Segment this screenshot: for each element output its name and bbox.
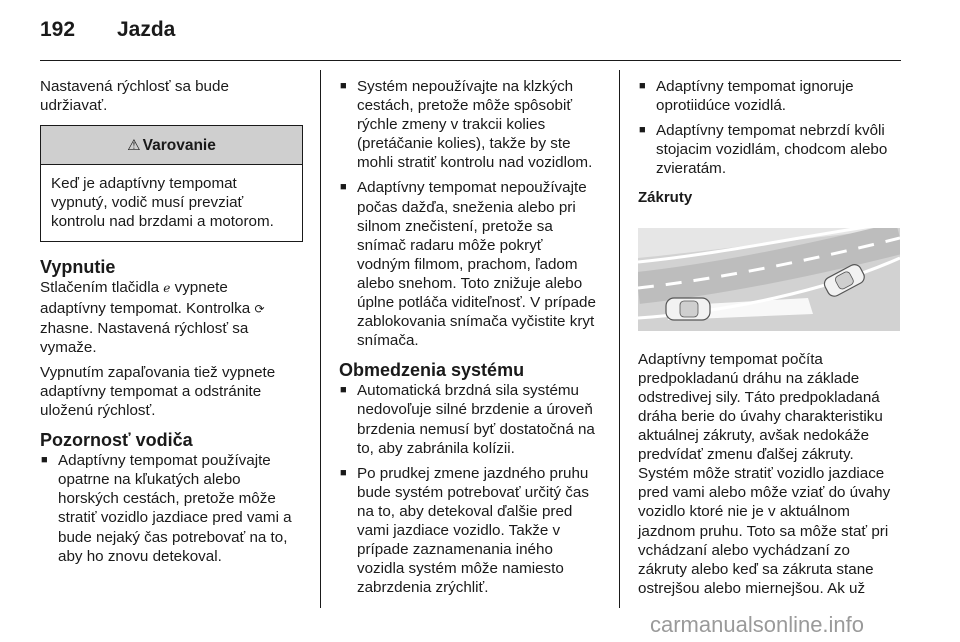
text-line: zhasne. Nastavená rýchlosť sa xyxy=(40,319,249,337)
curve-road-illustration xyxy=(638,228,900,331)
text-line: adaptívny tempomat a odstránite xyxy=(40,382,262,400)
section-heading-obmedzenia: Obmedzenia systému xyxy=(339,360,525,381)
list-item: ■ Adaptívny tempomat nepoužívajte počas dažďa, sneženia alebo pri silnom znečistení, pretože sa snímač radaru môže pokryť vodným filmom, prachom, ľadom alebo snehom. Toto znižuje alebo úplne potláča viditeľnosť. V prípade zablokovania snímača vyčistite kryt snímača. xyxy=(339,178,604,350)
list-item: ■ Adaptívny tempomat používajte opatrne na kľukatých alebo horských cestách, pretože môže stratiť vozidlo jazdiace pred vami a bude nejaký čas potrebovať na to, aby ho znovu detekoval. xyxy=(40,451,303,566)
intro-paragraph xyxy=(40,77,303,115)
warning-triangle-icon: ⚠ xyxy=(127,136,141,154)
warning-body xyxy=(41,165,302,241)
page-number: 192 xyxy=(40,18,76,41)
bullet-list xyxy=(339,77,604,350)
column-2 xyxy=(339,77,604,603)
cruise-indicator-icon: ⟳ xyxy=(254,301,265,316)
warning-header xyxy=(41,126,302,165)
bullet-list xyxy=(40,451,303,566)
column-1 xyxy=(40,77,303,572)
column-3 xyxy=(638,77,900,604)
text-line: Keď je adaptívny tempomat xyxy=(51,175,237,193)
paragraph: Adaptívny tempomat počíta predpokladanú dráhu na základe odstredivej sily. Táto predpokladaná dráha berie do úvahy charakteristiku aktuálnej zákruty, avšak nedokáže predvídať zmenu ďalšej zákruty. Systém môže stratiť vozidlo jazdiace pred vami alebo môže vziať do úvahy vozidlo ktoré nie je v aktuálnom jazdnom pruhu. Toto sa môže stať pri vchádzaní alebo vychádzaní zo zákruty alebo keď sa zákruta stane ostrejšou alebo miernejšou. Ak už xyxy=(638,350,891,597)
text-line: vypnutý, vodič musí prevziať xyxy=(51,194,244,212)
section-heading-pozornost: Pozornosť vodiča xyxy=(40,430,193,451)
paragraph xyxy=(40,363,303,420)
paragraph xyxy=(40,278,303,356)
warning-box xyxy=(40,125,303,242)
column-divider xyxy=(619,70,620,608)
list-item: ■ Adaptívny tempomat nebrzdí kvôli stojacim vozidlám, chodcom alebo zvieratám. xyxy=(638,121,900,178)
list-item: ■ Adaptívny tempomat ignoruje oprotiidúce vozidlá. xyxy=(638,77,900,115)
text-line: adaptívny tempomat. Kontrolka ⟳ xyxy=(40,299,265,317)
car-rear xyxy=(666,298,710,320)
watermark: carmanualsonline.info xyxy=(650,612,865,637)
column-divider xyxy=(320,70,321,608)
text-line: Stlačením tlačidla ℯ vypnete xyxy=(40,279,228,297)
text-line: Nastavená rýchlosť sa bude xyxy=(40,78,229,95)
text-line: Vypnutím zapaľovania tiež vypnete xyxy=(40,363,276,381)
text-line: uloženú rýchlosť. xyxy=(40,402,156,420)
text-line: udržiavať. xyxy=(40,97,108,115)
cruise-off-button-icon: ℯ xyxy=(163,281,171,296)
bullet-list xyxy=(638,77,900,178)
list-item: ■ Systém nepoužívajte na klzkých cestách, pretože môže spôsobiť rýchle zmeny v trakcii kolies (pretáčanie kolies), takže by ste mohli stratiť kontrolu nad vozidlom. xyxy=(339,77,604,172)
chapter-title: Jazda xyxy=(117,18,176,41)
header-rule xyxy=(40,60,901,61)
section-heading-zakruty: Zákruty xyxy=(638,189,693,207)
warning-title: Varovanie xyxy=(142,136,216,154)
text-line: kontrolu nad brzdami a motorom. xyxy=(51,213,274,231)
bullet-list xyxy=(339,381,604,597)
text-line: vymaže. xyxy=(40,338,97,356)
list-item: ■ Po prudkej zmene jazdného pruhu bude systém potrebovať určitý čas na to, aby detekoval ďalšie pred vami jazdiace vozidlo. Takže v prípade zaznamenania iného vozidla systém môže namiesto zabrzdenia zrýchliť. xyxy=(339,464,604,598)
list-item: ■ Automatická brzdná sila systému nedovoľuje silné brzdenie a úroveň brzdenia nemusí byť dostatočná na to, aby zabránila kolízii. xyxy=(339,381,604,457)
section-heading-vypnutie: Vypnutie xyxy=(40,257,116,278)
